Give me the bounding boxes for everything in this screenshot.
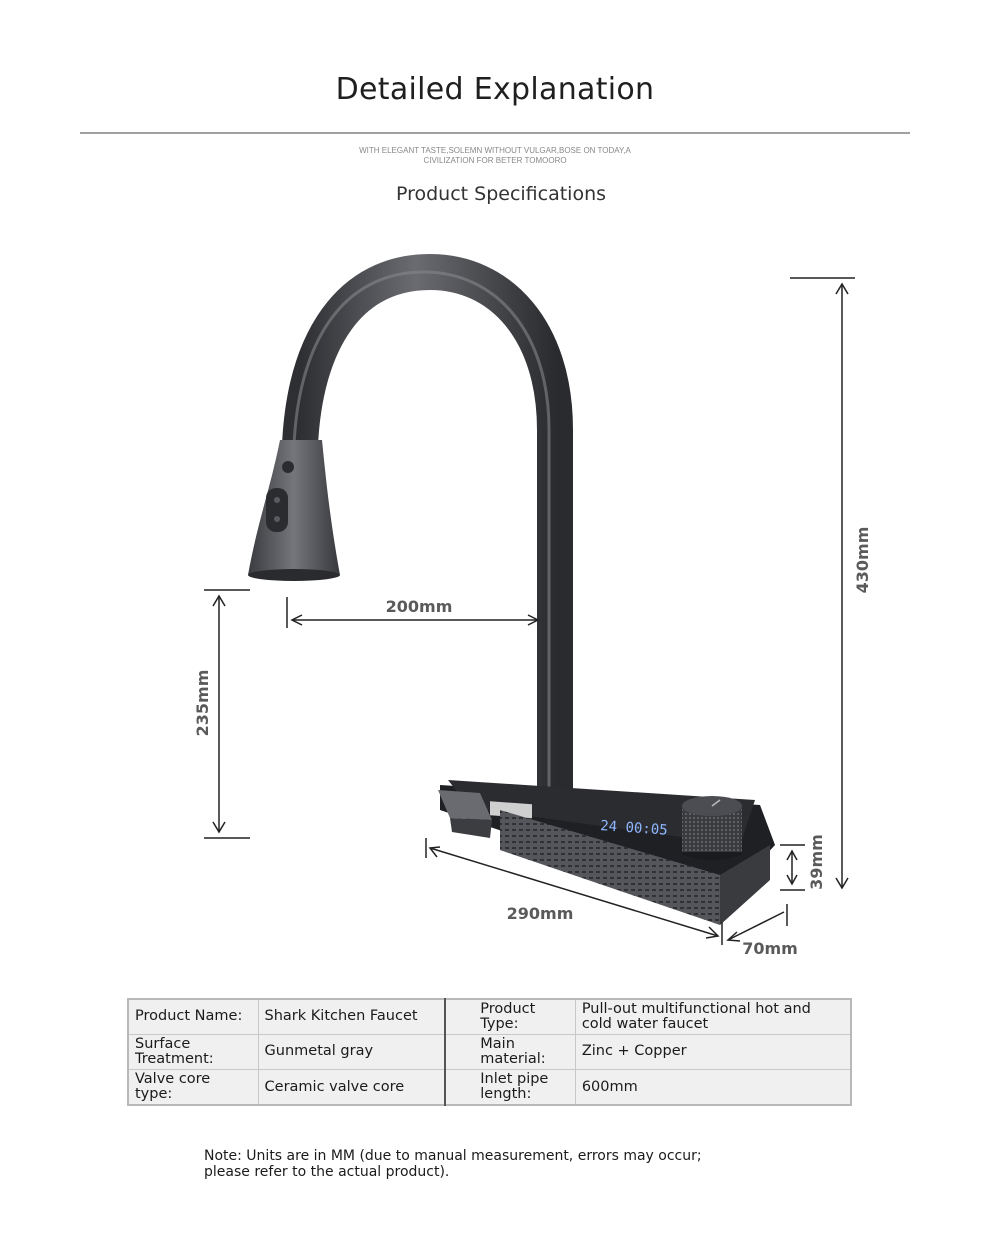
table-row	[128, 1070, 851, 1105]
dim-base-width: 70mm	[742, 939, 798, 958]
dim-base-length: 290mm	[506, 904, 574, 923]
faucet-base	[438, 780, 775, 925]
spray-mode-button-icon	[282, 461, 294, 473]
dim-spout-reach: 200mm	[385, 597, 453, 616]
spec-label: Valve core type:	[128, 1070, 258, 1105]
note-line-2: please refer to the actual product).	[204, 1164, 450, 1180]
spec-value: Shark Kitchen Faucet	[258, 999, 445, 1034]
dim-height-total: 430mm	[853, 526, 872, 594]
spec-value: Pull-out multifunctional hot and cold water faucet	[575, 999, 851, 1034]
tagline-line-1: WITH ELEGANT TASTE,SOLEMN WITHOUT VULGAR,BOSE ON TODAY,A	[359, 146, 631, 155]
display-readout: 24 00:05	[599, 818, 669, 839]
spec-value: Zinc + Copper	[575, 1034, 851, 1069]
measurement-note	[204, 1148, 804, 1180]
spec-label: Surface Treatment:	[128, 1034, 258, 1069]
spec-value: 600mm	[575, 1070, 851, 1105]
spec-label: Product Type:	[445, 999, 575, 1034]
dim-base-height: 39mm	[807, 834, 826, 890]
note-line-1: Note: Units are in MM (due to manual measurement, errors may occur;	[204, 1148, 702, 1164]
dim-spout-height: 235mm	[193, 669, 212, 737]
spec-value: Gunmetal gray	[258, 1034, 445, 1069]
section-subtitle: Product Specifications	[395, 183, 607, 205]
table-row	[128, 1034, 851, 1069]
spec-label: Inlet pipe length:	[445, 1070, 575, 1105]
tagline-line-2: CIVILIZATION FOR BETER TOMOORO	[423, 156, 567, 165]
spec-table	[127, 998, 852, 1106]
page-title: Detailed Explanation	[335, 72, 655, 107]
table-row	[128, 999, 851, 1034]
spec-label: Product Name:	[128, 999, 258, 1034]
spray-toggle-button-icon	[266, 488, 288, 532]
spray-head	[248, 440, 340, 581]
spec-label: Main material:	[445, 1034, 575, 1069]
spec-value: Ceramic valve core	[258, 1070, 445, 1105]
